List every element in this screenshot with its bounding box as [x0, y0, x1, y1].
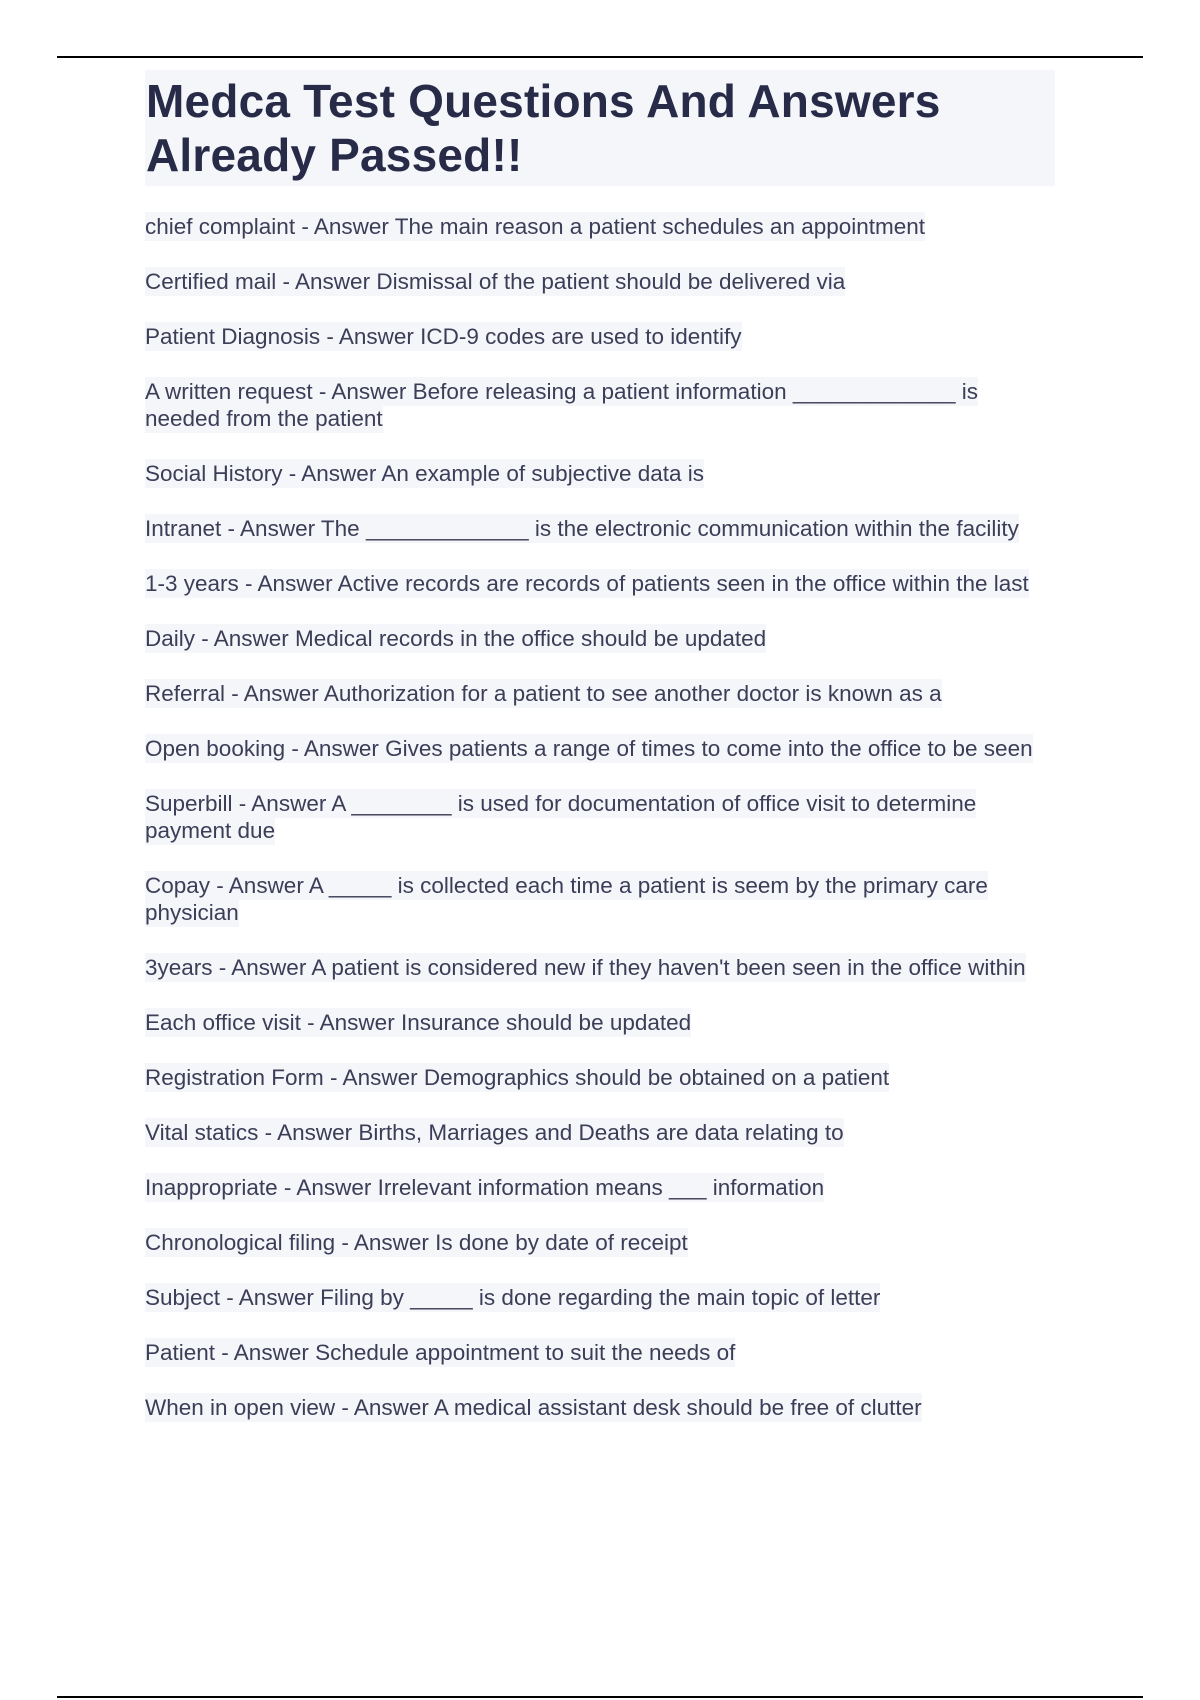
qa-item — [145, 323, 1055, 350]
qa-item — [145, 1339, 1055, 1366]
document-body — [145, 70, 1055, 1449]
qa-item — [145, 1064, 1055, 1091]
qa-item-text: Referral - Answer Authorization for a patient to see another doctor is known as a — [145, 681, 942, 706]
qa-item-text: Open booking - Answer Gives patients a range of times to come into the office to be seen — [145, 736, 1033, 761]
qa-item-text: Patient Diagnosis - Answer ICD-9 codes are used to identify — [145, 324, 742, 349]
qa-item — [145, 570, 1055, 597]
qa-item-text: Intranet - Answer The _____________ is the electronic communication within the facility — [145, 516, 1019, 541]
qa-item — [145, 680, 1055, 707]
qa-item-text: Daily - Answer Medical records in the office should be updated — [145, 626, 767, 651]
qa-item — [145, 213, 1055, 240]
qa-item — [145, 1174, 1055, 1201]
qa-item — [145, 1284, 1055, 1311]
qa-item — [145, 268, 1055, 295]
qa-item-text: 3years - Answer A patient is considered new if they haven't been seen in the office within — [145, 955, 1026, 980]
qa-item-text: Registration Form - Answer Demographics should be obtained on a patient — [145, 1065, 890, 1090]
qa-item — [145, 790, 1055, 844]
qa-item-text: Copay - Answer A _____ is collected each time a patient is seem by the primary care physician — [145, 873, 988, 925]
document-title: Medca Test Questions And Answers Already Passed!! — [145, 70, 1055, 186]
qa-item — [145, 1229, 1055, 1256]
qa-item-text: Chronological filing - Answer Is done by date of receipt — [145, 1230, 688, 1255]
qa-item-text: Each office visit - Answer Insurance should be updated — [145, 1010, 692, 1035]
qa-item-text: A written request - Answer Before releasing a patient information _____________ is needed from the patient — [145, 379, 979, 431]
qa-item-text: 1-3 years - Answer Active records are records of patients seen in the office within the last — [145, 571, 1029, 596]
qa-item-text: Patient - Answer Schedule appointment to suit the needs of — [145, 1340, 736, 1365]
top-rule — [57, 56, 1143, 58]
qa-item — [145, 625, 1055, 652]
qa-item — [145, 515, 1055, 542]
qa-item — [145, 872, 1055, 926]
qa-item-text: Superbill - Answer A ________ is used for documentation of office visit to determine payment due — [145, 791, 977, 843]
qa-item-text: Inappropriate - Answer Irrelevant information means ___ information — [145, 1175, 825, 1200]
qa-item — [145, 1394, 1055, 1421]
qa-item-text: chief complaint - Answer The main reason a patient schedules an appointment — [145, 214, 926, 239]
qa-item — [145, 460, 1055, 487]
qa-item — [145, 1119, 1055, 1146]
qa-item-text: Subject - Answer Filing by _____ is done regarding the main topic of letter — [145, 1285, 881, 1310]
bottom-rule — [57, 1696, 1143, 1698]
qa-item-text: Social History - Answer An example of subjective data is — [145, 461, 705, 486]
qa-item — [145, 378, 1055, 432]
qa-item — [145, 954, 1055, 981]
qa-item — [145, 1009, 1055, 1036]
qa-list — [145, 213, 1055, 1421]
qa-item-text: Vital statics - Answer Births, Marriages and Deaths are data relating to — [145, 1120, 844, 1145]
qa-item — [145, 735, 1055, 762]
qa-item-text: Certified mail - Answer Dismissal of the patient should be delivered via — [145, 269, 846, 294]
qa-item-text: When in open view - Answer A medical assistant desk should be free of clutter — [145, 1395, 922, 1420]
